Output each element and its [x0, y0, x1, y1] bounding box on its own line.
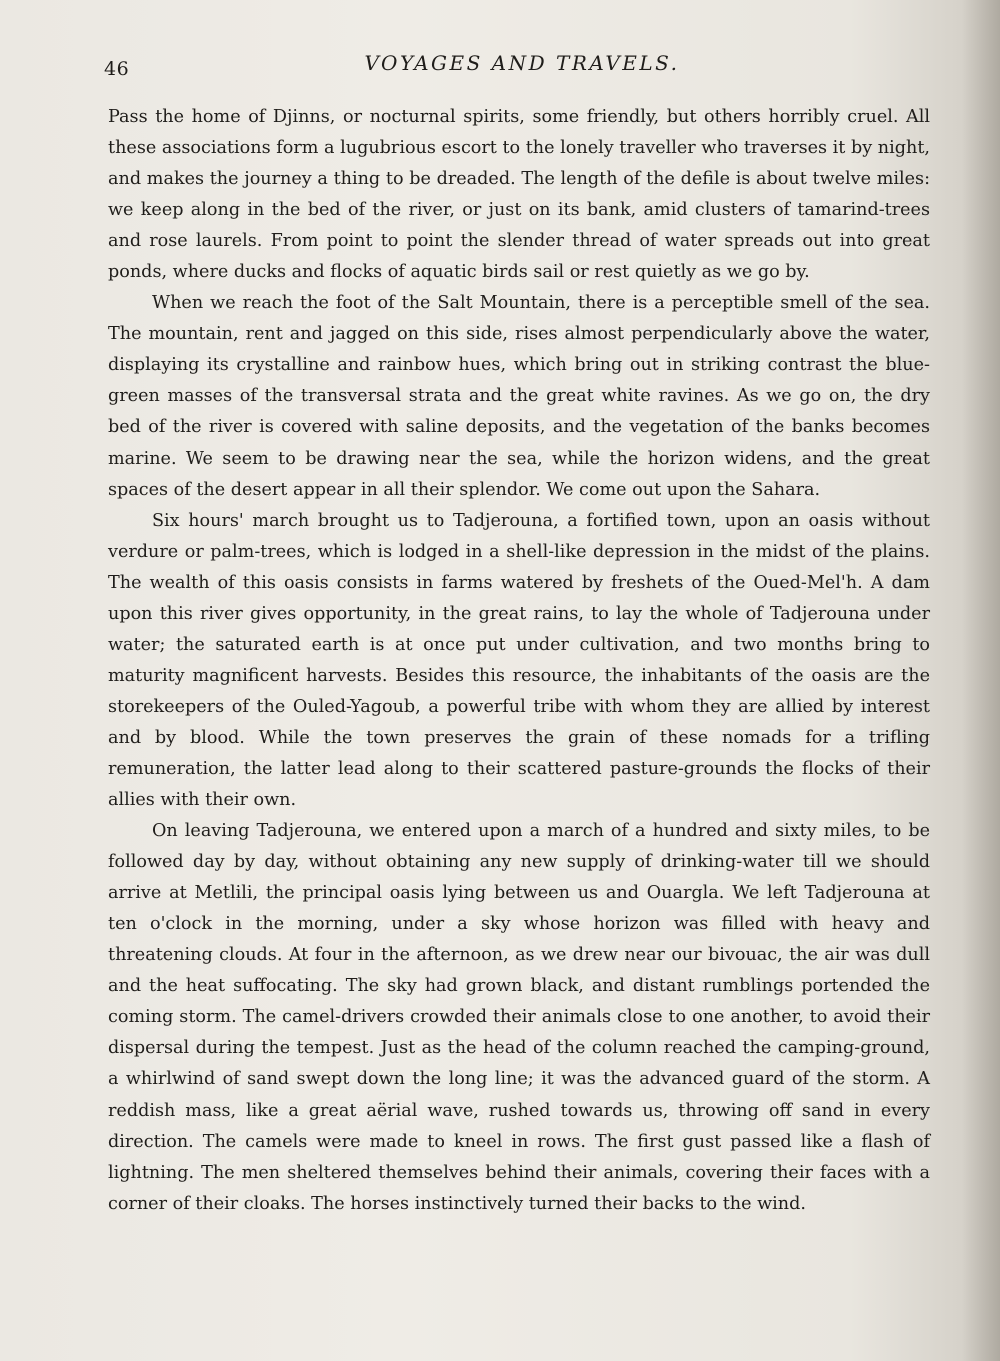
- body-text: [108, 102, 930, 1220]
- paragraph-salt-mountain: When we reach the foot of the Salt Mountain, there is a perceptible smell of the sea. The mountain, rent and jagged on this side, rises almost perpendicularly above the water, displaying its crystalline and rainbow hues, which bring out in striking contrast the blue-green masses of the transversal strata and the great white ravines. As we go on, the dry bed of the river is covered with saline deposits, and the vegetation of the banks becomes marine. We seem to be drawing near the sea, while the horizon widens, and the great spaces of the desert appear in all their splendor. We come out upon the Sahara.: [108, 293, 930, 500]
- paragraph-continued: Pass the home of Djinns, or nocturnal spirits, some friendly, but others horribly cruel. All these associations form a lugubrious escort to the lonely traveller who traverses it by night, and makes the journey a thing to be dreaded. The length of the defile is about twelve miles: we keep along in the bed of the river, or just on its bank, amid clusters of tamarind-trees and rose laurels. From point to point the slender thread of water spreads out into great ponds, where ducks and flocks of aquatic birds sail or rest quietly as we go by.: [108, 107, 930, 283]
- paragraph-storm: On leaving Tadjerouna, we entered upon a march of a hundred and sixty miles, to be followed day by day, without obtaining any new supply of drinking-water till we should arrive at Metlili, the principal oasis lying between us and Ouargla. We left Tadjerouna at ten o'clock in the morning, under a sky whose horizon was filled with heavy and threatening clouds. At four in the afternoon, as we drew near our bivouac, the air was dull and the heat suffocating. The sky had grown black, and distant rumblings portended the coming storm. The camel-drivers crowded their animals close to one another, to avoid their dispersal during the tempest. Just as the head of the column reached the camping-ground, a whirlwind of sand swept down the long line; it was the advanced guard of the storm. A reddish mass, like a great aërial wave, rushed towards us, throwing off sand in every direction. The camels were made to kneel in rows. The first gust passed like a flash of lightning. The men sheltered themselves behind their animals, covering their faces with a corner of their cloaks. The horses instinctively turned their backs to the wind.: [108, 821, 930, 1214]
- running-head: [102, 50, 942, 84]
- running-title: VOYAGES AND TRAVELS.: [364, 51, 680, 75]
- page-number: 46: [104, 58, 130, 80]
- paragraph-tadjerouna: Six hours' march brought us to Tadjerouna, a fortified town, upon an oasis without verdure or palm-trees, which is lodged in a shell-like depression in the midst of the plains. The wealth of this oasis consists in farms watered by freshets of the Oued-Mel'h. A dam upon this river gives opportunity, in the great rains, to lay the whole of Tadjerouna under water; the saturated earth is at once put under cultivation, and two months bring to maturity magnificent harvests. Besides this resource, the inhabitants of the oasis are the storekeepers of the Ouled-Yagoub, a powerful tribe with whom they are allied by interest and by blood. While the town preserves the grain of these nomads for a trifling remuneration, the latter lead along to their scattered pasture-grounds the flocks of their allies with their own.: [108, 510, 930, 811]
- page-edge-shadow: [962, 0, 1000, 1361]
